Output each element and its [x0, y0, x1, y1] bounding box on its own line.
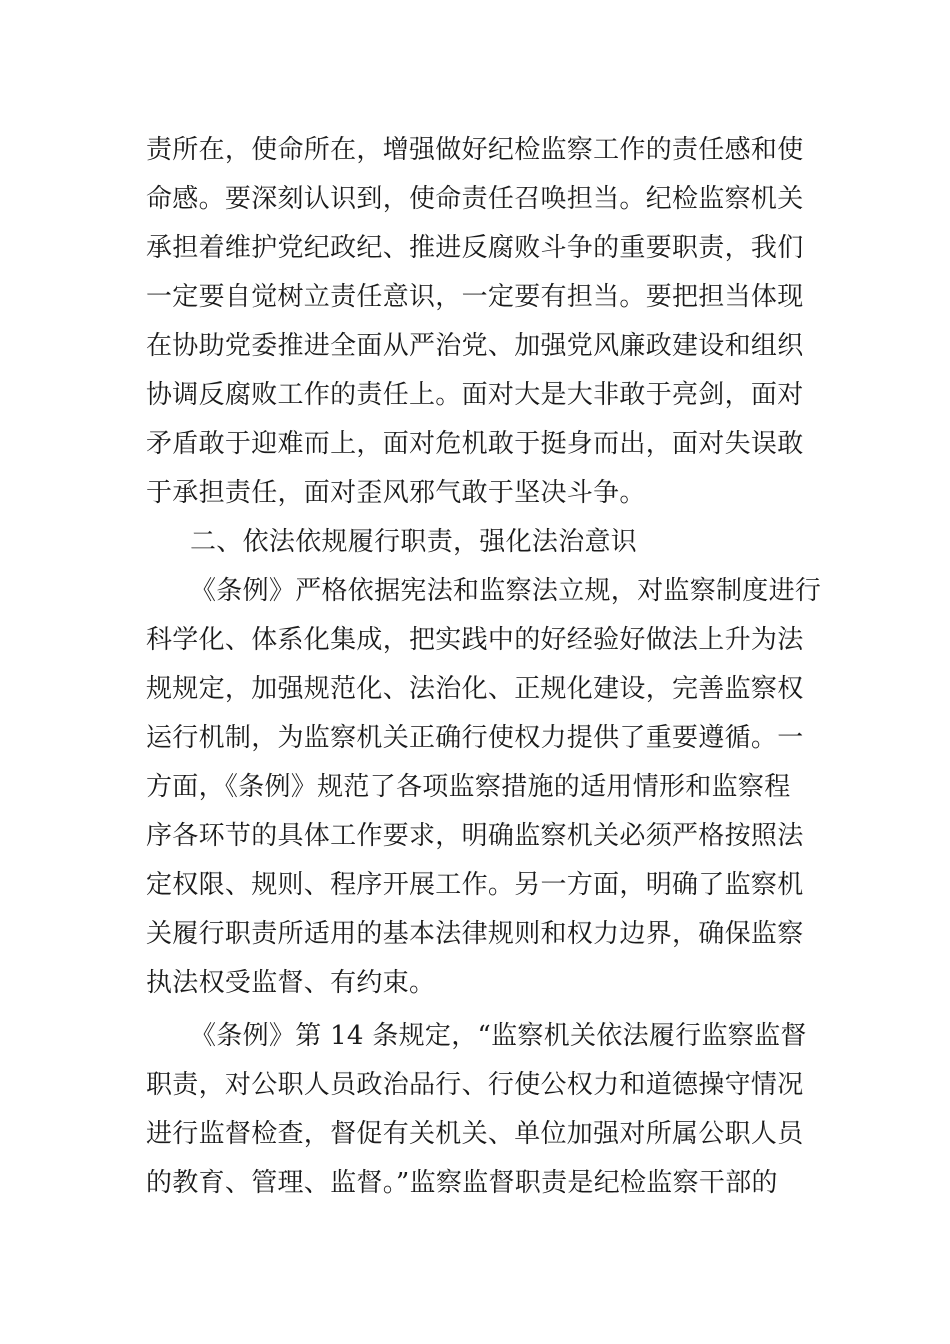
text-line: 协调反腐败工作的责任上。面对大是大非敢于亮剑，面对 — [146, 380, 804, 410]
text-line: 职责，对公职人员政治品行、行使公权力和道德操守情况 — [146, 1070, 804, 1100]
paragraph-duty-responsibility — [146, 126, 806, 518]
text-line: 的教育、管理、监督。”监察监督职责是纪检监察干部的 — [146, 1168, 778, 1198]
document-body — [146, 126, 822, 1208]
heading-line: 二、依法依规履行职责，强化法治意识 — [190, 527, 638, 557]
text-line: 责所在，使命所在，增强做好纪检监察工作的责任感和使 — [146, 135, 804, 165]
text-line: 在协助党委推进全面从严治党、加强党风廉政建设和组织 — [146, 331, 804, 361]
text-line: 方面，《条例》规范了各项监察措施的适用情形和监察程 — [146, 772, 791, 802]
paragraph-regulations-framework — [146, 567, 822, 1008]
section-heading-rule-of-law — [146, 518, 806, 567]
text-line: 承担着维护党纪政纪、推进反腐败斗争的重要职责，我们 — [146, 233, 804, 263]
text-line: 定权限、规则、程序开展工作。另一方面，明确了监察机 — [146, 870, 804, 900]
text-line: 《条例》第 14 条规定，“监察机关依法履行监察监督 — [190, 1021, 807, 1051]
text-line: 《条例》严格依据宪法和监察法立规，对监察制度进行 — [190, 576, 822, 606]
text-line: 序各环节的具体工作要求，明确监察机关必须严格按照法 — [146, 821, 804, 851]
text-line: 执法权受监督、有约束。 — [146, 968, 436, 998]
text-line: 于承担责任，面对歪风邪气敢于坚决斗争。 — [146, 478, 646, 508]
text-line: 一定要自觉树立责任意识，一定要有担当。要把担当体现 — [146, 282, 804, 312]
paragraph-article-14 — [146, 1012, 806, 1208]
text-line: 矛盾敢于迎难而上，面对危机敢于挺身而出，面对失误敢 — [146, 429, 804, 459]
text-line: 运行机制，为监察机关正确行使权力提供了重要遵循。一 — [146, 723, 804, 753]
text-line: 进行监督检查，督促有关机关、单位加强对所属公职人员 — [146, 1119, 804, 1149]
text-line: 命感。要深刻认识到，使命责任召唤担当。纪检监察机关 — [146, 184, 804, 214]
text-line: 关履行职责所适用的基本法律规则和权力边界，确保监察 — [146, 919, 804, 949]
text-line: 科学化、体系化集成，把实践中的好经验好做法上升为法 — [146, 625, 804, 655]
text-line: 规规定，加强规范化、法治化、正规化建设，完善监察权 — [146, 674, 804, 704]
